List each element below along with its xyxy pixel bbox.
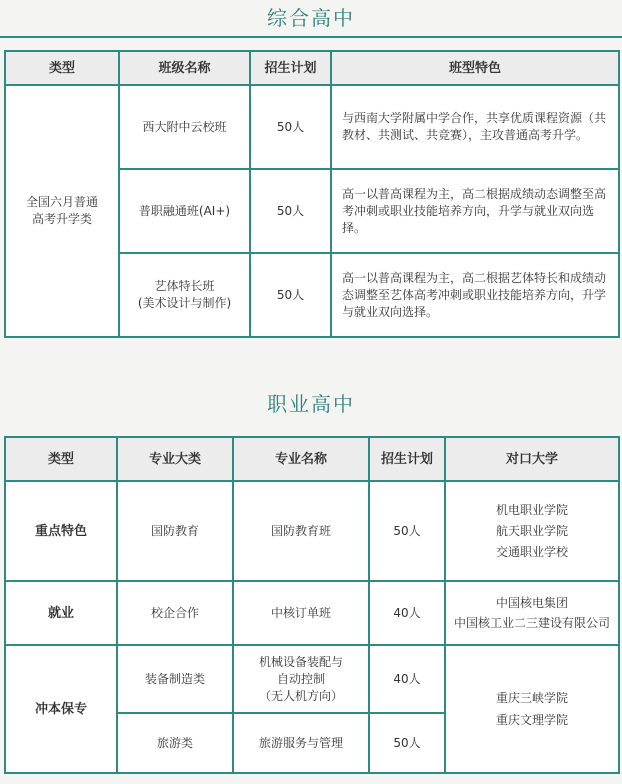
plan-cell: 50人 — [250, 253, 331, 337]
section-title-vocational: 职业高中 — [267, 392, 355, 416]
major-category-cell: 装备制造类 — [117, 645, 233, 713]
header-type: 类型 — [5, 51, 119, 85]
major-name-cell: 机械设备装配与 自动控制 （无人机方向） — [233, 645, 369, 713]
major-category-cell: 旅游类 — [117, 713, 233, 773]
table-header-row — [5, 437, 619, 481]
table-row — [5, 581, 619, 645]
major-category-cell: 国防教育 — [117, 481, 233, 581]
vocational-high-school-table — [4, 436, 620, 774]
major-name-cell: 旅游服务与管理 — [233, 713, 369, 773]
university-cell: 中国核电集团 中国核工业二三建设有限公司 — [445, 581, 619, 645]
category-cell: 全国六月普通 高考升学类 — [5, 85, 119, 337]
header-type: 类型 — [5, 437, 117, 481]
comprehensive-high-school-table — [4, 50, 620, 338]
header-class-name: 班级名称 — [119, 51, 250, 85]
header-major-category: 专业大类 — [117, 437, 233, 481]
feature-cell: 与西南大学附属中学合作，共享优质课程资源（共教材、共测试、共竞赛），主攻普通高考升学。 — [331, 85, 619, 169]
major-name-cell: 中核订单班 — [233, 581, 369, 645]
type-cell: 冲本保专 — [5, 645, 117, 773]
university-cell: 机电职业学院 航天职业学院 交通职业学校 — [445, 481, 619, 581]
section-divider — [0, 36, 622, 38]
section-title-comprehensive: 综合高中 — [267, 6, 355, 30]
type-cell: 就业 — [5, 581, 117, 645]
plan-cell: 50人 — [369, 481, 445, 581]
class-name-cell: 普职融通班(AI+) — [119, 169, 250, 253]
feature-cell: 高一以普高课程为主，高二根据成绩动态调整至高考冲刺或职业技能培养方向，升学与就业双向选择。 — [331, 169, 619, 253]
class-name-cell: 艺体特长班 (美术设计与制作) — [119, 253, 250, 337]
header-plan: 招生计划 — [369, 437, 445, 481]
university-cell: 重庆三峡学院 重庆文理学院 — [445, 645, 619, 773]
table-row — [5, 85, 619, 169]
header-major-name: 专业名称 — [233, 437, 369, 481]
feature-cell: 高一以普高课程为主，高二根据艺体特长和成绩动态调整至艺体高考冲刺或职业技能培养方向，升学与就业双向选择。 — [331, 253, 619, 337]
table-row — [5, 645, 619, 713]
table-header-row — [5, 51, 619, 85]
plan-cell: 50人 — [250, 85, 331, 169]
header-feature: 班型特色 — [331, 51, 619, 85]
header-university: 对口大学 — [445, 437, 619, 481]
table-row — [5, 481, 619, 581]
class-name-cell: 西大附中云校班 — [119, 85, 250, 169]
type-cell: 重点特色 — [5, 481, 117, 581]
plan-cell: 50人 — [369, 713, 445, 773]
plan-cell: 50人 — [250, 169, 331, 253]
plan-cell: 40人 — [369, 581, 445, 645]
plan-cell: 40人 — [369, 645, 445, 713]
major-name-cell: 国防教育班 — [233, 481, 369, 581]
header-plan: 招生计划 — [250, 51, 331, 85]
major-category-cell: 校企合作 — [117, 581, 233, 645]
